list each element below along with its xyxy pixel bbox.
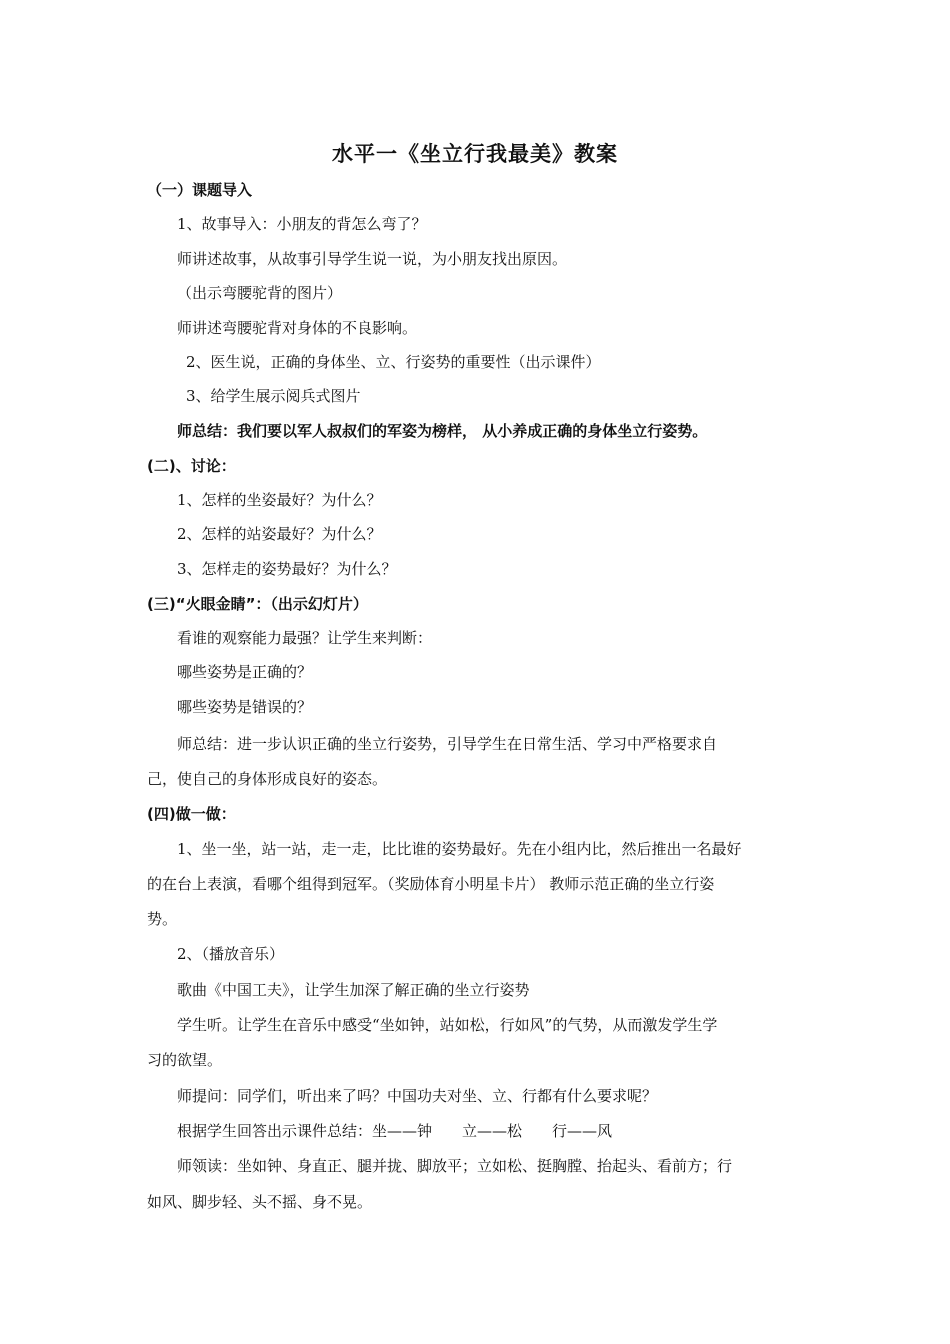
paragraph: 歌曲《中国工夫》，让学生加深了解正确的坐立行姿势 <box>177 981 530 999</box>
section-heading-discussion: (二)、讨论： <box>147 457 236 475</box>
paragraph: 1、故事导入：小朋友的背怎么弯了？ <box>177 215 427 233</box>
section-heading-practice: (四)做一做： <box>147 805 236 823</box>
summary-sit: 根据学生回答出示课件总结：坐——钟 <box>177 1122 433 1140</box>
paragraph: 师提问：同学们，听出来了吗？中国功夫对坐、立、行都有什么要求呢？ <box>177 1087 658 1105</box>
paragraph: 看谁的观察能力最强？让学生来判断： <box>177 629 433 647</box>
paragraph: 如风、脚步轻、头不摇、身不晃。 <box>147 1193 373 1211</box>
paragraph: 哪些姿势是错误的？ <box>177 698 313 716</box>
section-heading-intro: （一）课题导入 <box>147 181 253 199</box>
paragraph: 2、医生说，正确的身体坐、立、行姿势的重要性（出示课件） <box>186 353 601 371</box>
document-title: 水平一《坐立行我最美》教案 <box>332 141 618 166</box>
teacher-summary: 师总结：我们要以军人叔叔们的军姿为榜样， 从小养成正确的身体坐立行姿势。 <box>177 422 708 440</box>
paragraph: 3、给学生展示阅兵式图片 <box>186 387 361 405</box>
paragraph: 2、（播放音乐） <box>177 945 285 963</box>
paragraph: 习的欲望。 <box>147 1051 223 1069</box>
question: 2、怎样的站姿最好？为什么？ <box>177 525 382 543</box>
paragraph: 师领读：坐如钟、身直正、腿并拢、脚放平；立如松、挺胸膛、抬起头、看前方；行 <box>177 1157 733 1175</box>
paragraph: 师总结：进一步认识正确的坐立行姿势，引导学生在日常生活、学习中严格要求自 <box>177 735 718 753</box>
paragraph: 己，使自己的身体形成良好的姿态。 <box>147 770 388 788</box>
paragraph <box>177 1121 612 1141</box>
paragraph: 1、坐一坐，站一站，走一走，比比谁的姿势最好。先在小组内比，然后推出一名最好 <box>177 840 742 858</box>
paragraph: （出示弯腰驼背的图片） <box>177 284 343 302</box>
summary-walk: 行——风 <box>552 1122 613 1140</box>
question: 3、怎样走的姿势最好？为什么？ <box>177 560 397 578</box>
paragraph: 的在台上表演，看哪个组得到冠军。（奖励体育小明星卡片） 教师示范正确的坐立行姿 <box>147 875 715 893</box>
paragraph: 学生听。让学生在音乐中感受“坐如钟，站如松，行如风”的气势，从而激发学生学 <box>177 1016 718 1034</box>
section-heading-sharp-eyes: (三)“火眼金睛”：（出示幻灯片） <box>147 595 368 613</box>
question: 1、怎样的坐姿最好？为什么？ <box>177 491 382 509</box>
paragraph: 哪些姿势是正确的？ <box>177 663 313 681</box>
paragraph: 师讲述弯腰驼背对身体的不良影响。 <box>177 319 418 337</box>
paragraph: 师讲述故事，从故事引导学生说一说，为小朋友找出原因。 <box>177 250 568 268</box>
summary-stand: 立——松 <box>462 1122 523 1140</box>
paragraph: 势。 <box>147 910 178 928</box>
